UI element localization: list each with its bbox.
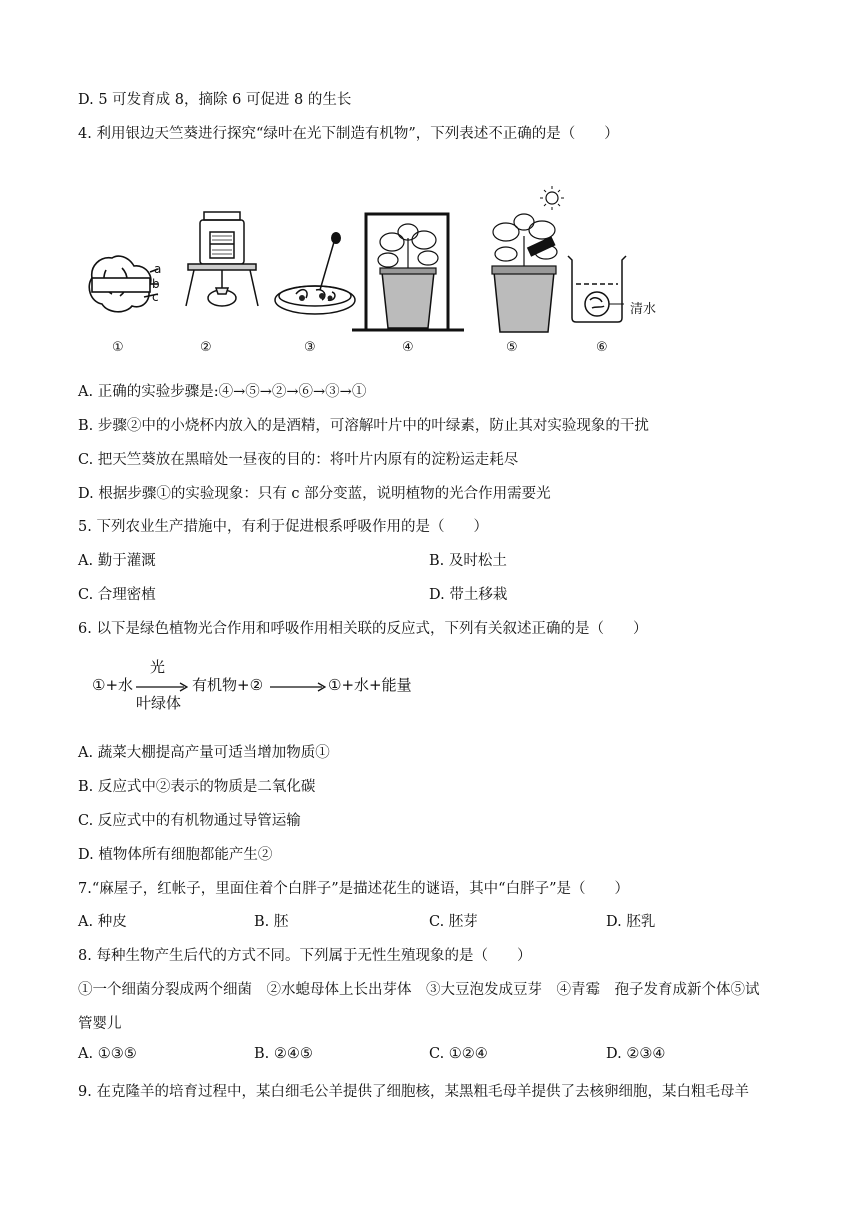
caption-2: ② [200, 340, 212, 355]
q8-line-2: 管婴儿 [78, 1016, 122, 1032]
eq-above-arrow: 光 [150, 658, 166, 676]
water-label: 清水 [630, 302, 657, 317]
q4-option-b: B. 步骤②中的小烧杯内放入的是酒精，可溶解叶片中的叶绿素，防止其对实验现象的干扰 [78, 418, 649, 434]
q6-reaction-equation [92, 660, 422, 710]
label-b: b [152, 277, 160, 291]
water-bath-apparatus [182, 210, 262, 330]
q8-option-b: B. ②④⑤ [254, 1046, 313, 1062]
q8-option-a: A. ①③⑤ [78, 1046, 137, 1062]
eq-left: ①+水 [92, 676, 134, 694]
q8-stem: 8. 每种生物产生后代的方式不同。下列属于无性生殖现象的是（ ） [78, 948, 532, 964]
q8-line-1: ①一个细菌分裂成两个细菌 ②水螅母体上长出芽体 ③大豆泡发成豆芽 ④青霉 孢子发育成新个体⑤试 [78, 982, 760, 998]
q5-option-a: A. 勤于灌溉 [78, 553, 156, 569]
petri-dish-dropper [270, 232, 360, 322]
q5-option-b: B. 及时松土 [429, 553, 507, 569]
q7-option-a: A. 种皮 [78, 914, 127, 930]
label-c: c [152, 290, 159, 304]
q4-stem: 4. 利用银边天竺葵进行探究“绿叶在光下制造有机物”，下列表述不正确的是（ ） [78, 126, 619, 142]
q7-option-c: C. 胚芽 [429, 914, 478, 930]
arrow-1 [136, 682, 188, 692]
q9-stem: 9. 在克隆羊的培育过程中，某白细毛公羊提供了细胞核，某黑粗毛母羊提供了去核卵细胞，某白粗毛母羊 [78, 1084, 749, 1100]
caption-5: ⑤ [506, 340, 518, 355]
eq-below-arrow: 叶绿体 [136, 694, 182, 712]
q4-option-c: C. 把天竺葵放在黑暗处一昼夜的目的：将叶片内原有的淀粉运走耗尽 [78, 452, 519, 468]
q7-stem: 7.“麻屋子，红帐子，里面住着个白胖子”是描述花生的谜语，其中“白胖子”是（ ） [78, 881, 629, 897]
eq-middle: 有机物+② [192, 676, 264, 694]
q7-option-d: D. 胚乳 [606, 914, 656, 930]
q6-option-b: B. 反应式中②表示的物质是二氧化碳 [78, 779, 316, 795]
eq-right: ①+水+能量 [328, 676, 412, 694]
q6-option-d: D. 植物体所有细胞都能产生② [78, 847, 273, 863]
q3-option-d: D. 5 可发育成 8，摘除 6 可促进 8 的生长 [78, 92, 352, 108]
q4-option-d: D. 根据步骤①的实验现象：只有 c 部分变蓝，说明植物的光合作用需要光 [78, 486, 551, 502]
q8-option-c: C. ①②④ [429, 1046, 488, 1062]
beaker-with-leaf [562, 254, 632, 326]
q5-stem: 5. 下列农业生产措施中，有利于促进根系呼吸作用的是（ ） [78, 519, 488, 535]
label-a: a [154, 262, 162, 276]
q4-figure [78, 180, 718, 360]
q6-stem: 6. 以下是绿色植物光合作用和呼吸作用相关联的反应式，下列有关叙述正确的是（ ） [78, 621, 648, 637]
q5-option-c: C. 合理密植 [78, 587, 156, 603]
caption-6: ⑥ [596, 340, 608, 355]
caption-3: ③ [304, 340, 316, 355]
arrow-2 [270, 682, 326, 692]
q7-option-b: B. 胚 [254, 914, 289, 930]
q8-option-d: D. ②③④ [606, 1046, 666, 1062]
q5-option-d: D. 带土移栽 [429, 587, 508, 603]
caption-1: ① [112, 340, 124, 355]
caption-4: ④ [402, 340, 414, 355]
q4-option-a: A. 正确的实验步骤是:④→⑤→②→⑥→③→① [78, 384, 367, 400]
plant-in-dark-box [348, 210, 468, 338]
q6-option-c: C. 反应式中的有机物通过导管运输 [78, 813, 301, 829]
q6-option-a: A. 蔬菜大棚提高产量可适当增加物质① [78, 745, 330, 761]
